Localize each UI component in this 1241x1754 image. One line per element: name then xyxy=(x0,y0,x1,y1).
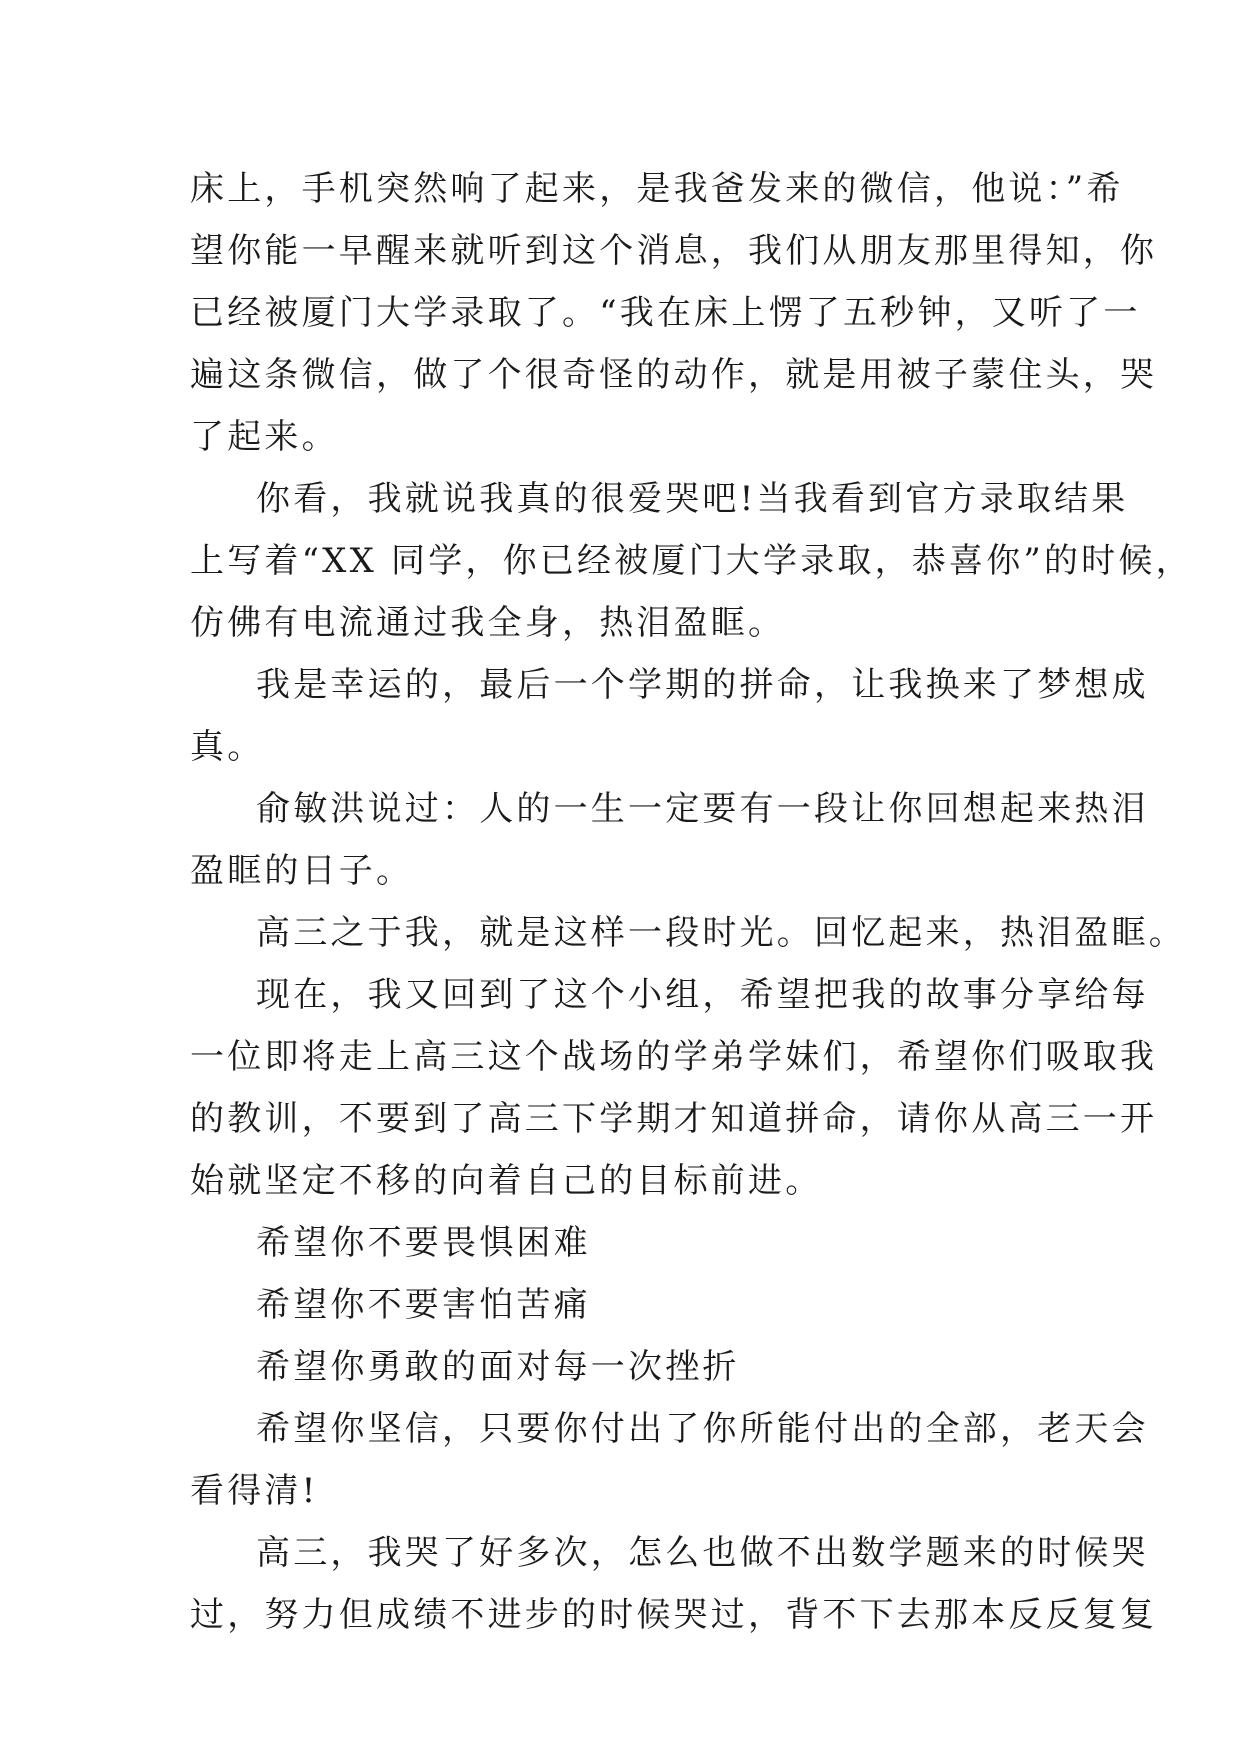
text-line: 俞敏洪说过：人的一生一定要有一段让你回想起来热泪 xyxy=(256,789,1149,829)
paragraph xyxy=(190,964,1158,1212)
text-line: 始就坚定不移的向着自己的目标前进。 xyxy=(190,1161,823,1201)
text-line: 真。 xyxy=(190,727,265,767)
text-line: 看得清! xyxy=(190,1471,319,1511)
text-line: 高三，我哭了好多次，怎么也做不出数学题来的时候哭 xyxy=(256,1533,1149,1573)
text-line: 希望你不要畏惧困难 xyxy=(256,1223,591,1263)
text-line: 已经被厦门大学录取了。“我在床上愣了五秒钟，又听了一 xyxy=(190,293,1141,333)
paragraph xyxy=(190,1274,1060,1336)
text-line: 高三之于我，就是这样一段时光。回忆起来，热泪盈眶。 xyxy=(256,913,1186,953)
text-line: 一位即将走上高三这个战场的学弟学妹们，希望你们吸取我 xyxy=(190,1037,1158,1077)
document-body xyxy=(190,158,1193,1646)
paragraph xyxy=(190,654,1149,778)
text-line: 希望你勇敢的面对每一次挫折 xyxy=(256,1347,740,1387)
paragraph xyxy=(190,468,1193,654)
text-line: 希望你不要害怕苦痛 xyxy=(256,1285,591,1325)
paragraph xyxy=(190,1522,1158,1646)
text-line: 希望你坚信，只要你付出了你所能付出的全部，老天会 xyxy=(256,1409,1149,1449)
text-line: 你看，我就说我真的很爱哭吧!当我看到官方录取结果 xyxy=(256,479,1129,519)
text-line: 床上，手机突然响了起来，是我爸发来的微信，他说：”希 xyxy=(190,169,1124,209)
paragraph xyxy=(190,158,1158,468)
text-line: 仿佛有电流通过我全身，热泪盈眶。 xyxy=(190,603,786,643)
text-line: 盈眶的日子。 xyxy=(190,851,414,891)
text-line: 现在，我又回到了这个小组，希望把我的故事分享给每 xyxy=(256,975,1149,1015)
text-line: 遍这条微信，做了个很奇怪的动作，就是用被子蒙住头，哭 xyxy=(190,355,1158,395)
paragraph xyxy=(190,1336,1060,1398)
text-line: 我是幸运的，最后一个学期的拼命，让我换来了梦想成 xyxy=(256,665,1149,705)
paragraph xyxy=(190,1212,1060,1274)
text-line: 过，努力但成绩不进步的时候哭过，背不下去那本反反复复 xyxy=(190,1595,1158,1635)
text-line: 上写着“XX 同学，你已经被厦门大学录取，恭喜你”的时候， xyxy=(190,541,1193,581)
paragraph xyxy=(190,778,1149,902)
paragraph xyxy=(190,1398,1149,1522)
text-line: 望你能一早醒来就听到这个消息，我们从朋友那里得知，你 xyxy=(190,231,1158,271)
paragraph xyxy=(190,902,1186,964)
text-line: 的教训，不要到了高三下学期才知道拼命，请你从高三一开 xyxy=(190,1099,1158,1139)
text-line: 了起来。 xyxy=(190,417,339,457)
